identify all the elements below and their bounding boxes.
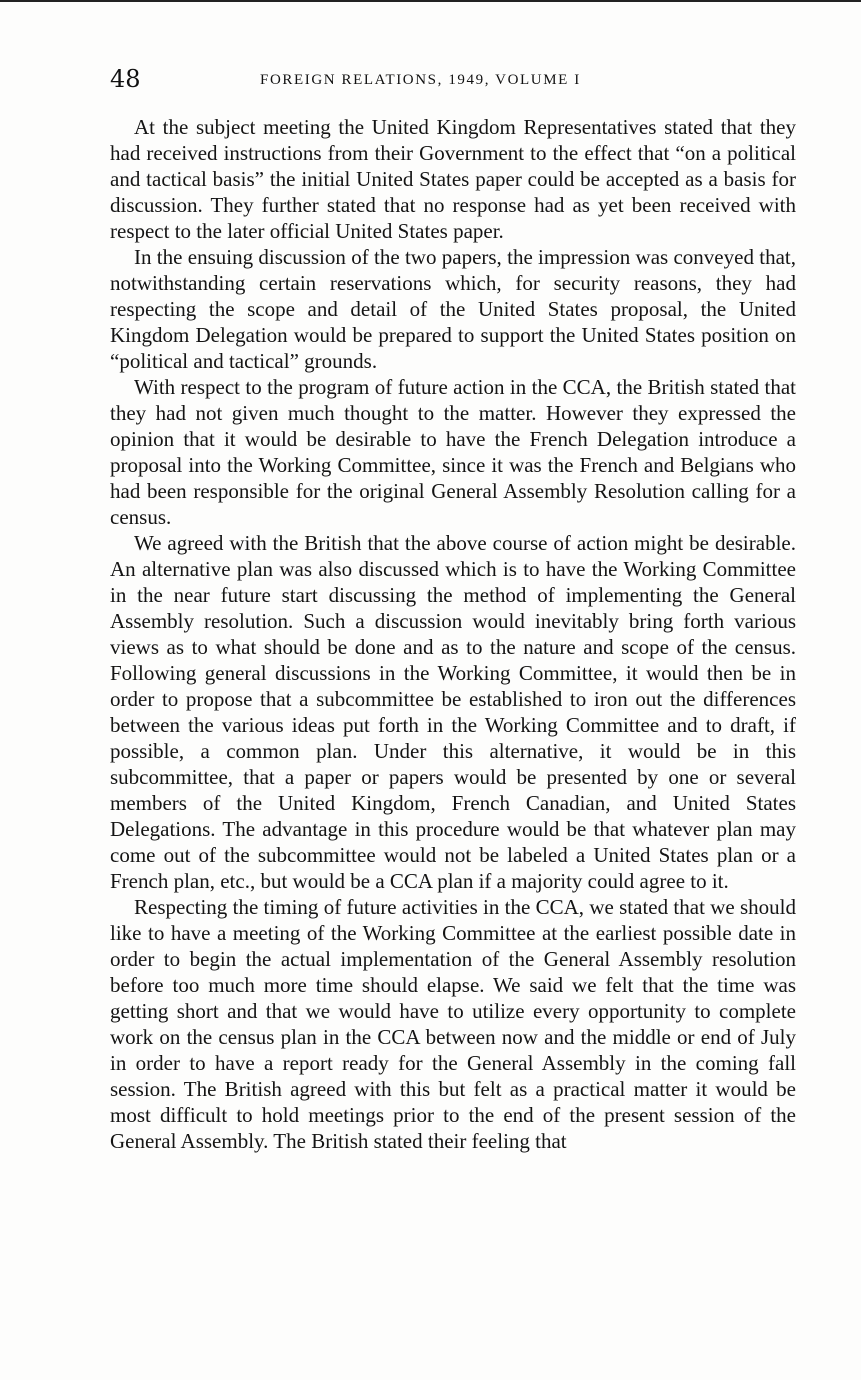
page-header xyxy=(110,64,796,100)
paragraph: Respecting the timing of future activities in the CCA, we stated that we should like to have a meeting of the Working Committee at the earliest possible date in order to begin the actual implementation of the General Assembly resolution before too much more time should elapse. We said we felt that the time was getting short and that we would have to utilize every opportunity to complete work on the census plan in the CCA between now and the middle or end of July in order to have a report ready for the General Assembly in the coming fall session. The British agreed with this but felt as a practical matter it would be most difficult to hold meetings prior to the end of the present session of the General Assembly. The British stated their feeling that xyxy=(110,895,796,1153)
page-number: 48 xyxy=(110,65,141,93)
paragraph: We agreed with the British that the above course of action might be desirable. An alternative plan was also discussed which is to have the Working Committee in the near future start discussing the method of implementing the General Assembly resolution. Such a discussion would inevitably bring forth various views as to what should be done and as to the nature and scope of the census. Following general discussions in the Working Committee, it would then be in order to propose that a subcommittee be established to iron out the differences between the various ideas put forth in the Working Committee and to draft, if possible, a common plan. Under this alternative, it would be in this subcommittee, that a paper or papers would be presented by one or several members of the United Kingdom, French Canadian, and United States Delegations. The advantage in this procedure would be that whatever plan may come out of the subcommittee would not be labeled a United States plan or a French plan, etc., but would be a CCA plan if a majority could agree to it. xyxy=(110,531,796,893)
running-head: FOREIGN RELATIONS, 1949, VOLUME I xyxy=(260,72,581,88)
paragraph: At the subject meeting the United Kingdom Representatives stated that they had received instructions from their Government to the effect that “on a political and tactical basis” the initial United States paper could be accepted as a basis for discussion. They further stated that no response had as yet been received with respect to the later official United States paper. xyxy=(110,115,796,243)
body-text xyxy=(110,114,796,1154)
paragraph: In the ensuing discussion of the two papers, the impression was conveyed that, notwithstanding certain reservations which, for security reasons, they had respecting the scope and detail of the United States proposal, the United Kingdom Delegation would be prepared to support the United States position on “political and tactical” grounds. xyxy=(110,245,796,373)
paragraph: With respect to the program of future action in the CCA, the British stated that they had not given much thought to the matter. However they expressed the opinion that it would be desirable to have the French Delegation introduce a proposal into the Working Committee, since it was the French and Belgians who had been responsible for the original General Assembly Resolution calling for a census. xyxy=(110,375,796,529)
